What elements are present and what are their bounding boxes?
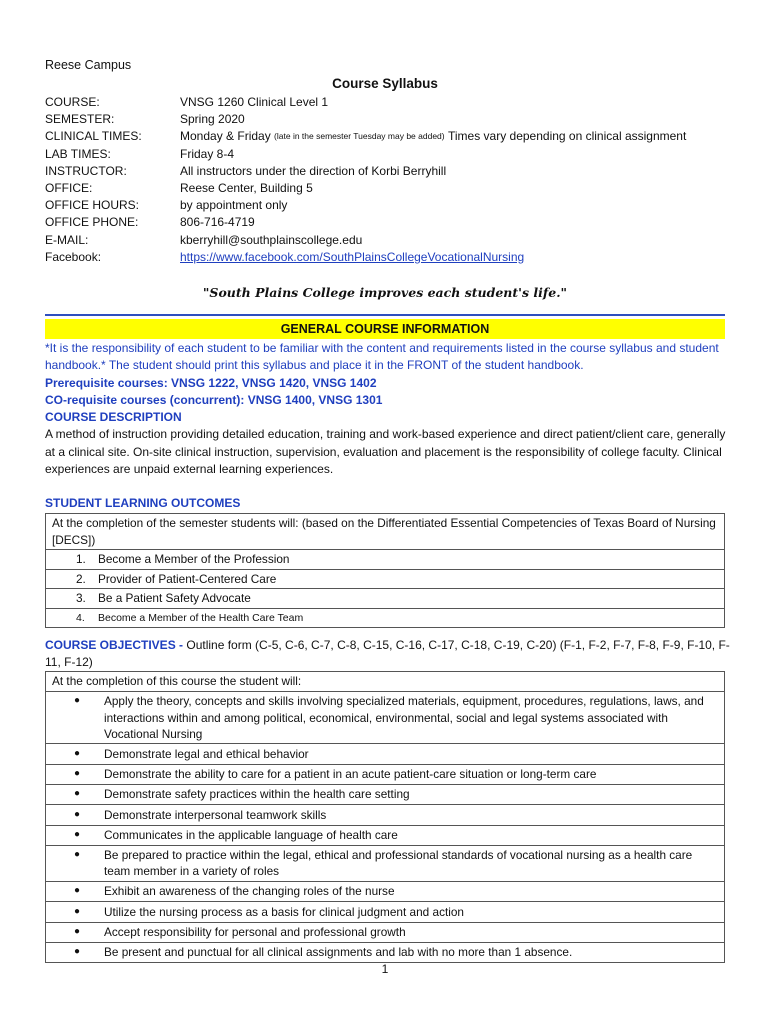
info-row-email: E-MAIL: kberryhill@southplainscollege.edu — [45, 232, 363, 247]
course-description: A method of instruction providing detailed education, training and work-based experience and direct patient/client care, generally at a clinical site. On-site clinical instruction, supervision, evaluation and placement is the responsibility of college faculty. Clinical experiences are unpaid external learning experiences. — [45, 427, 726, 477]
list-item: ● Demonstrate interpersonal teamwork skills — [46, 805, 725, 825]
slo-table — [45, 513, 725, 628]
list-item: 4. Become a Member of the Health Care Team — [46, 608, 725, 628]
info-row-instructor: INSTRUCTOR: All instructors under the direction of Korbi Berryhill — [45, 163, 447, 178]
objectives-table — [45, 671, 725, 963]
bullet-icon: ● — [74, 905, 81, 917]
page-title: Course Syllabus — [332, 76, 438, 91]
bullet-icon: ● — [74, 828, 81, 840]
corequisites: CO-requisite courses (concurrent): VNSG 1400, VNSG 1301 — [45, 392, 383, 407]
bullet-icon: ● — [74, 849, 81, 861]
list-item: ● Utilize the nursing process as a basis for clinical judgment and action — [46, 902, 725, 922]
list-item: ● Communicates in the applicable language of health care — [46, 825, 725, 845]
list-item: ● Demonstrate safety practices within the health care setting — [46, 784, 725, 804]
info-row-clinical-times: CLINICAL TIMES: Monday & Friday (late in the semester Tuesday may be added) Times vary depending on clinical assignment — [45, 129, 687, 144]
objectives-heading-block — [45, 637, 730, 672]
info-row-facebook: Facebook: https://www.facebook.com/SouthPlainsCollegeVocationalNursing — [45, 249, 686, 266]
campus-label: Reese Campus — [45, 58, 132, 72]
list-item: ● Apply the theory, concepts and skills involving specialized materials, equipment, procedures, regulations, laws, and interactions within and among political, economical, environmental, social and legal systems associated with Vocational Nursing — [46, 691, 725, 743]
info-row-lab-times: LAB TIMES: Friday 8-4 — [45, 146, 235, 161]
description-heading: COURSE DESCRIPTION — [45, 410, 182, 425]
course-info — [45, 94, 686, 266]
list-item: 3. Be a Patient Safety Advocate — [46, 589, 725, 609]
list-item: 1. Become a Member of the Profession — [46, 550, 725, 570]
responsibility-note: *It is the responsibility of each student to be familiar with the content and requirements listed in the course syllabus and student handbook.* The student should print this syllabus and place it in the FRONT of the student handbook. — [45, 341, 719, 373]
bullet-icon: ● — [74, 885, 81, 897]
bullet-icon: ● — [74, 788, 81, 800]
bullet-icon: ● — [74, 925, 81, 937]
section-divider — [45, 314, 725, 316]
bullet-icon: ● — [74, 695, 81, 707]
list-item: ● Be prepared to practice within the legal, ethical and professional standards of vocational nursing as a health care team member in a variety of roles — [46, 845, 725, 881]
objectives-intro: At the completion of this course the student will: — [46, 672, 725, 692]
info-row-office: OFFICE: Reese Center, Building 5 — [45, 181, 313, 196]
facebook-link[interactable]: https://www.facebook.com/SouthPlainsCollegeVocationalNursing — [180, 249, 525, 264]
general-info-heading: GENERAL COURSE INFORMATION — [45, 319, 725, 339]
info-row-office-phone: OFFICE PHONE: 806-716-4719 — [45, 215, 255, 230]
slo-intro: At the completion of the semester students will: (based on the Differentiated Essential Competencies of Texas Board of Nursing [DECS]) — [46, 514, 725, 550]
bullet-icon: ● — [74, 747, 81, 759]
list-item: ● Demonstrate the ability to care for a patient in an acute patient-care situation or long-term care — [46, 764, 725, 784]
slo-heading: STUDENT LEARNING OUTCOMES — [45, 496, 241, 510]
general-info-block — [45, 340, 730, 478]
list-item: ● Accept responsibility for personal and professional growth — [46, 922, 725, 942]
list-item: ● Be present and punctual for all clinical assignments and lab with no more than 1 absence. — [46, 942, 725, 962]
info-row-course: COURSE: VNSG 1260 Clinical Level 1 — [45, 95, 329, 109]
page-number: 1 — [381, 962, 389, 976]
college-motto: "South Plains College improves each student's life." — [202, 285, 568, 300]
list-item: ● Demonstrate legal and ethical behavior — [46, 744, 725, 764]
bullet-icon: ● — [74, 768, 81, 780]
objectives-heading: COURSE OBJECTIVES - — [45, 638, 184, 652]
info-row-office-hours: OFFICE HOURS: by appointment only — [45, 198, 288, 213]
prerequisites: Prerequisite courses: VNSG 1222, VNSG 1420, VNSG 1402 — [45, 375, 377, 390]
bullet-icon: ● — [74, 946, 81, 958]
info-row-semester: SEMESTER: Spring 2020 — [45, 112, 245, 127]
list-item: ● Exhibit an awareness of the changing roles of the nurse — [46, 881, 725, 901]
list-item: 2. Provider of Patient-Centered Care — [46, 569, 725, 589]
bullet-icon: ● — [74, 808, 81, 820]
objectives-outline: Outline form (C-5, C-6, C-7, C-8, C-15, C-16, C-17, C-18, C-19, C-20) (F-1, F-2, F-7, F-8, F-9, F-10, F-11, F-12) — [45, 638, 730, 670]
